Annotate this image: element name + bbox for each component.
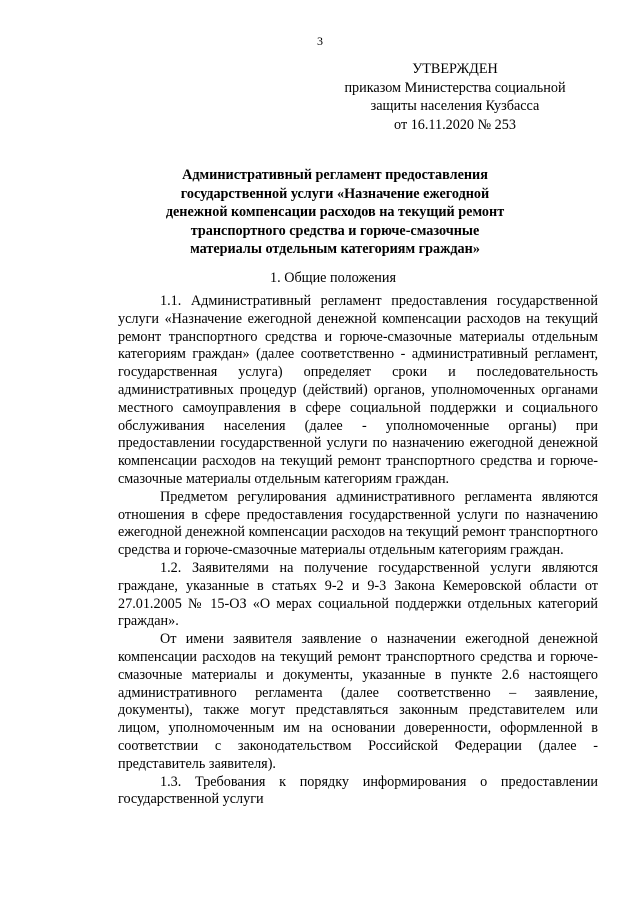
page-number: 3: [317, 34, 323, 48]
approval-line: защиты населения Кузбасса: [370, 98, 540, 114]
approval-line: приказом Министерства социальной: [344, 79, 566, 96]
paragraph: 1.1. Административный регламент предоставления государственной услуги «Назначение ежегодной денежной компенсации расходов на текущий ремонт транспортного средства и горюче-смазочные материалы отдельным категориям граждан» (далее соответственно - административный регламент, государственная услуга) определяет сроки и последовательность административных процедур (действий) органов, уполномоченных органами местного самоуправления в сфере социальной поддержки и социального обслуживания населения (далее - уполномоченные органы) при предоставлении государственной услуги по назначению ежегодной денежной компенсации расходов на текущий ремонт транспортного средства и горюче-смазочные материалы отдельным категориям граждан.: [118, 293, 598, 487]
approval-stamp: [330, 60, 580, 134]
paragraph: От имени заявителя заявление о назначении ежегодной денежной компенсации расходов на текущий ремонт транспортного средства и горюче-смазочные материалы и документы, указанные в пункте 2.6 настоящего административного регламента (далее соответственно – заявление, документы), также могут представляться законным представителем или лицом, уполномоченным им на основании доверенности, оформленной в соответствии с законодательством Российской Федерации (далее - представитель заявителя).: [118, 631, 598, 772]
title-line: материалы отдельным категориям граждан»: [190, 241, 480, 257]
paragraph: 1.2. Заявителями на получение государственной услуги являются граждане, указанные в статьях 9-2 и 9-3 Закона Кемеровской области от 27.01.2005 № 15-ОЗ «О мерах социальной поддержки отдельных категорий граждан».: [118, 559, 598, 630]
paragraph: Предметом регулирования административного регламента являются отношения в сфере предоставления государственной услуги по назначению ежегодной денежной компенсации расходов на текущий ремонт транспортного средства и горюче-смазочные материалы отдельным категориям граждан.: [118, 488, 598, 559]
approval-line: УТВЕРЖДЕН: [412, 61, 498, 77]
title-line: Административный регламент предоставления: [182, 167, 488, 183]
approval-line: от 16.11.2020 № 253: [394, 116, 516, 133]
body-text: [118, 293, 598, 809]
section-heading: 1. Общие положения: [270, 270, 396, 286]
document-title: [120, 166, 550, 259]
title-line: денежной компенсации расходов на текущий ремонт: [165, 204, 505, 220]
title-line: транспортного средства и горюче-смазочные: [190, 222, 480, 239]
paragraph: 1.3. Требования к порядку информирования о предоставлении государственной услуги: [118, 773, 598, 808]
title-line: государственной услуги «Назначение ежегодной: [180, 185, 490, 202]
